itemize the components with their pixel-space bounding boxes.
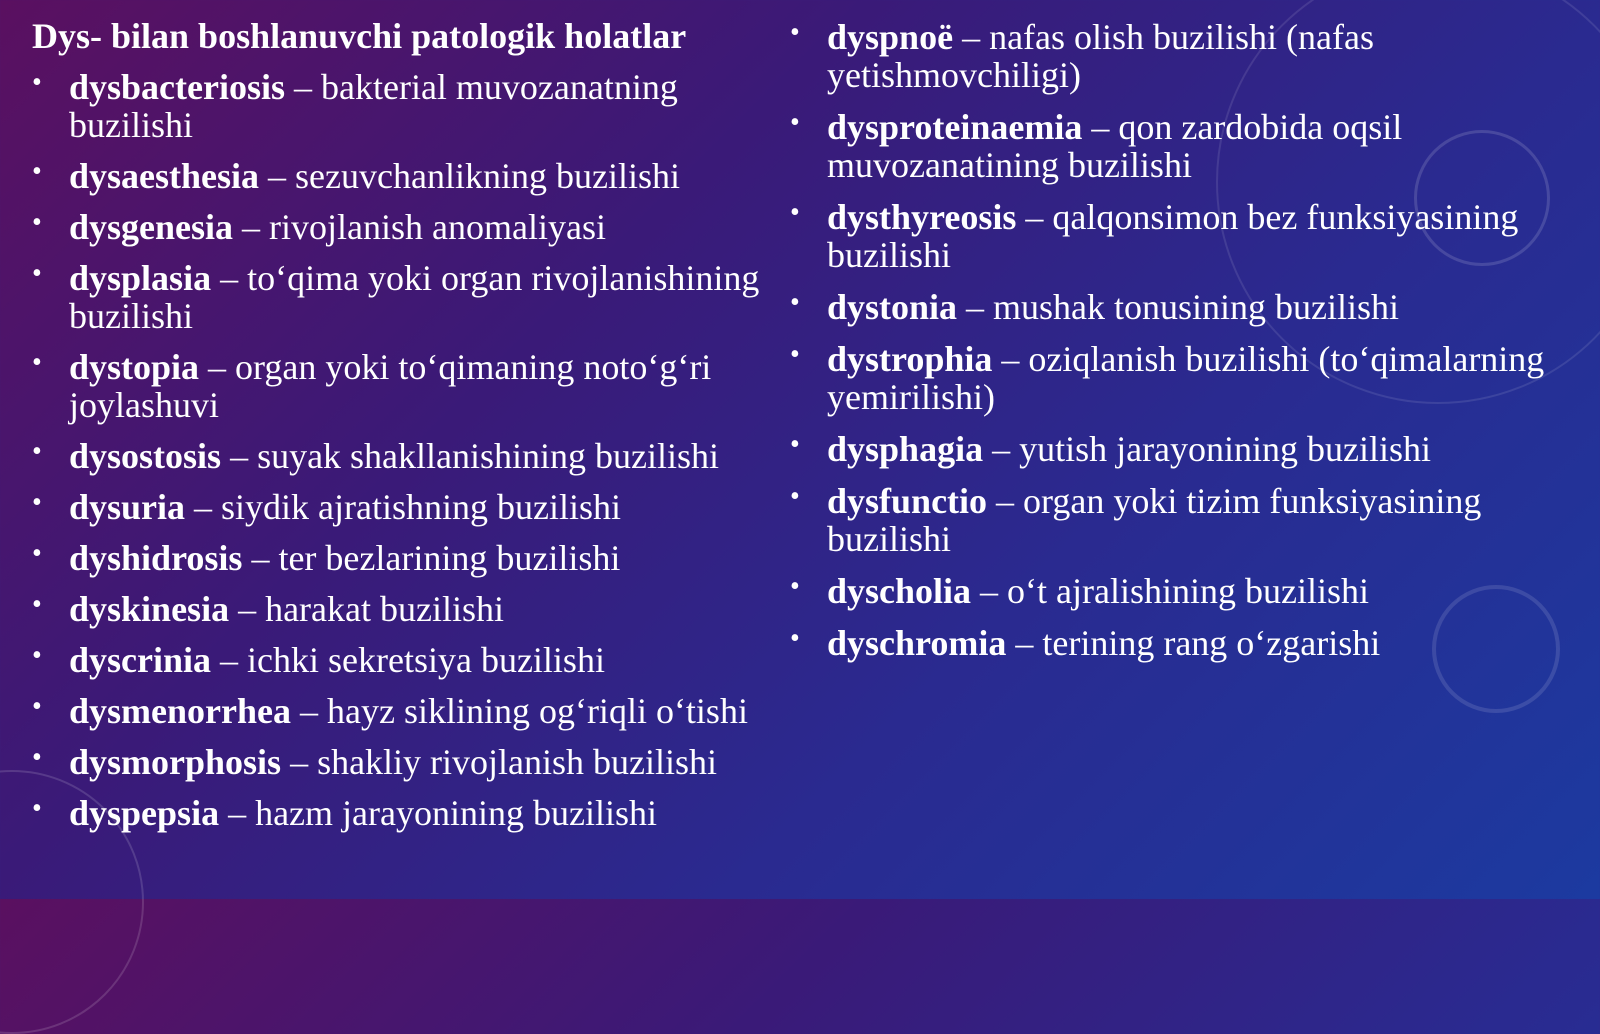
term-definition: siydik ajratishning buzilishi — [221, 486, 622, 527]
term-separator: – — [211, 639, 248, 680]
left-column — [32, 18, 802, 845]
term-separator: – — [285, 66, 321, 107]
bullet-icon: • — [790, 107, 800, 138]
term-definition: mushak tonusining buzilishi — [993, 287, 1400, 327]
term-definition: organ yoki to‘qimaning noto‘g‘ri joylashuvi — [69, 346, 712, 425]
bullet-icon: • — [32, 346, 42, 378]
bullet-icon: • — [32, 690, 42, 722]
term-name: dysaesthesia — [69, 155, 260, 196]
term-list-item — [790, 430, 1550, 468]
bullet-icon: • — [32, 206, 42, 238]
bullet-icon: • — [32, 257, 42, 289]
slide-title: Dys- bilan boshlanuvchi patologik holatlar — [32, 16, 687, 56]
bullet-icon: • — [32, 792, 42, 824]
term-name: dysproteinaemia — [827, 107, 1083, 147]
bullet-icon: • — [32, 66, 42, 98]
term-separator: – — [987, 481, 1024, 521]
term-definition: oziqlanish buzilishi (to‘qimalarning yemirilishi) — [827, 339, 1545, 417]
bullet-icon: • — [790, 197, 800, 228]
term-name: dysphagia — [827, 429, 984, 469]
term-definition: to‘qima yoki organ rivojlanishining buzilishi — [69, 257, 760, 336]
term-definition: hayz siklining og‘riqli o‘tishi — [326, 690, 748, 731]
term-name: dyscrinia — [69, 639, 212, 680]
bullet-icon: • — [32, 537, 42, 569]
term-name: dyshidrosis — [69, 537, 243, 578]
term-list-item — [790, 108, 1550, 184]
bullet-icon: • — [32, 639, 42, 671]
term-list-item — [32, 743, 802, 781]
term-separator: – — [229, 588, 266, 629]
bullet-icon: • — [790, 571, 800, 602]
bullet-icon: • — [790, 429, 800, 460]
term-name: dyscholia — [827, 571, 972, 611]
term-list-item — [32, 437, 802, 475]
term-name: dyskinesia — [69, 588, 230, 629]
term-list-item — [790, 340, 1550, 416]
term-list-item — [32, 692, 802, 730]
term-name: dysgenesia — [69, 206, 234, 247]
term-definition: ichki sekretsiya buzilishi — [247, 639, 605, 680]
term-name: dysbacteriosis — [69, 66, 285, 107]
bullet-icon: • — [790, 17, 800, 48]
bullet-icon: • — [790, 287, 800, 318]
term-definition: suyak shakllanishining buzilishi — [257, 435, 720, 476]
term-list-item — [790, 572, 1550, 610]
term-separator: – — [242, 537, 279, 578]
term-name: dysplasia — [69, 257, 212, 298]
bullet-icon: • — [790, 339, 800, 370]
term-separator: – — [185, 486, 222, 527]
term-separator: – — [953, 17, 990, 57]
term-definition: yutish jarayonining buzilishi — [1019, 429, 1432, 469]
left-term-list — [32, 68, 802, 832]
bullet-icon: • — [32, 588, 42, 620]
term-separator: – — [1006, 623, 1043, 663]
term-definition: organ yoki tizim funksiyasining buzilishi — [827, 481, 1482, 559]
term-list-item — [32, 539, 802, 577]
term-separator: – — [983, 429, 1020, 469]
term-definition: qon zardobida oqsil muvozanatining buzilishi — [827, 107, 1403, 185]
bullet-icon: • — [32, 741, 42, 773]
bullet-icon: • — [790, 481, 800, 512]
term-name: dystonia — [827, 287, 958, 327]
term-separator: – — [259, 155, 296, 196]
term-definition: harakat buzilishi — [265, 588, 504, 629]
term-name: dystrophia — [827, 339, 993, 379]
term-name: dyspnoë — [827, 17, 954, 57]
term-name: dysostosis — [69, 435, 222, 476]
term-name: dysmenorrhea — [69, 690, 291, 731]
term-definition: rivojlanish anomaliyasi — [269, 206, 606, 247]
term-list-item — [790, 288, 1550, 326]
term-list-item — [32, 68, 802, 144]
term-list-item — [32, 488, 802, 526]
term-name: dyspepsia — [69, 792, 220, 833]
term-name: dysfunctio — [827, 481, 988, 521]
term-separator: – — [957, 287, 994, 327]
term-definition: terining rang o‘zgarishi — [1042, 623, 1381, 663]
term-list-item — [790, 198, 1550, 274]
term-name: dysmorphosis — [69, 741, 282, 782]
bullet-icon: • — [32, 486, 42, 518]
term-definition: sezuvchanlikning buzilishi — [295, 155, 680, 196]
term-separator: – — [992, 339, 1029, 379]
term-separator: – — [221, 435, 258, 476]
term-separator: – — [233, 206, 270, 247]
term-separator: – — [971, 571, 1008, 611]
right-term-list — [790, 18, 1550, 662]
term-list-item — [32, 348, 802, 424]
term-definition: hazm jarayonining buzilishi — [255, 792, 657, 833]
term-name: dysuria — [69, 486, 186, 527]
term-name: dysthyreosis — [827, 197, 1017, 237]
term-definition: qalqonsimon bez funksiyasining buzilishi — [827, 197, 1519, 275]
right-column — [790, 18, 1550, 676]
bullet-icon: • — [32, 435, 42, 467]
term-definition: ter bezlarining buzilishi — [278, 537, 621, 578]
term-separator: – — [211, 257, 248, 298]
bullet-icon: • — [32, 155, 42, 187]
term-separator: – — [1082, 107, 1119, 147]
term-separator: – — [219, 792, 256, 833]
term-list-item — [790, 624, 1550, 662]
term-definition: o‘t ajralishining buzilishi — [1007, 571, 1369, 611]
term-list-item — [790, 482, 1550, 558]
term-list-item — [32, 208, 802, 246]
term-definition: nafas olish buzilishi (nafas yetishmovchiligi) — [827, 17, 1374, 95]
term-definition: shakliy rivojlanish buzilishi — [317, 741, 718, 782]
term-separator: – — [199, 346, 236, 387]
term-list-item — [32, 259, 802, 335]
term-separator: – — [290, 690, 327, 731]
bullet-icon: • — [790, 623, 800, 654]
term-separator: – — [281, 741, 318, 782]
term-list-item — [32, 641, 802, 679]
term-separator: – — [1016, 197, 1053, 237]
term-list-item — [32, 157, 802, 195]
term-name: dyschromia — [827, 623, 1007, 663]
term-name: dystopia — [69, 346, 200, 387]
term-definition: bakterial muvozanatning buzilishi — [69, 66, 678, 145]
term-list-item — [32, 590, 802, 628]
term-list-item — [790, 18, 1550, 94]
term-list-item — [32, 794, 802, 832]
